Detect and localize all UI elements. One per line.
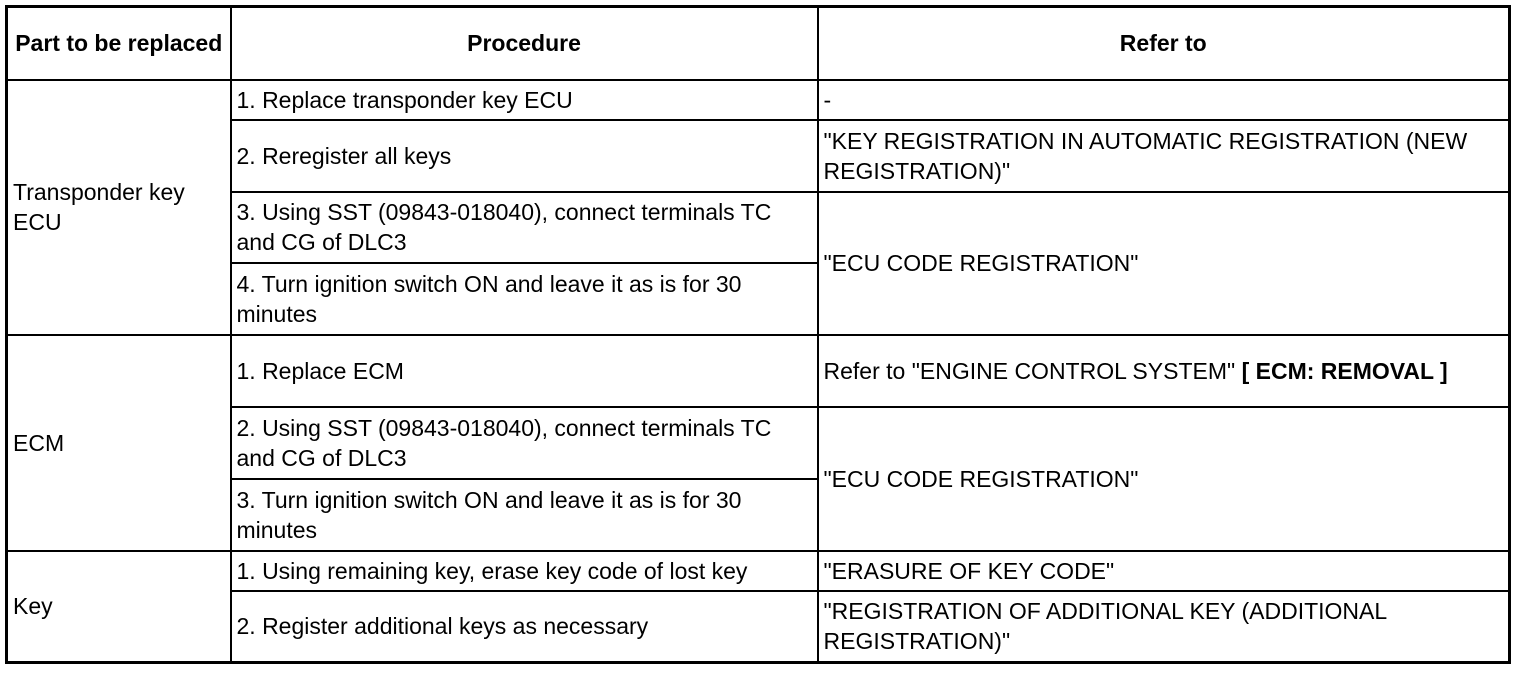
table-row — [7, 591, 1510, 663]
table-row — [7, 407, 1510, 479]
table-row — [7, 192, 1510, 263]
procedure-cell: 1. Using remaining key, erase key code of lost key — [231, 551, 818, 591]
procedure-cell: 4. Turn ignition switch ON and leave it as is for 30 minutes — [231, 263, 818, 335]
replacement-procedure-document — [5, 5, 1511, 664]
procedure-cell: 2. Reregister all keys — [231, 120, 818, 192]
procedure-cell: 3. Turn ignition switch ON and leave it as is for 30 minutes — [231, 479, 818, 551]
ecm-removal-link[interactable]: [ ECM: REMOVAL ] — [1241, 357, 1448, 384]
refer-cell: "ECU CODE REGISTRATION" — [818, 407, 1510, 551]
table-row — [7, 551, 1510, 591]
part-cell-ecm: ECM — [7, 335, 231, 551]
table-row — [7, 120, 1510, 192]
procedure-cell: 2. Register additional keys as necessary — [231, 591, 818, 663]
replacement-procedure-table — [5, 5, 1511, 664]
procedure-cell: 3. Using SST (09843-018040), connect terminals TC and CG of DLC3 — [231, 192, 818, 263]
procedure-cell: 2. Using SST (09843-018040), connect terminals TC and CG of DLC3 — [231, 407, 818, 479]
refer-cell — [818, 335, 1510, 407]
refer-prefix-text: Refer to "ENGINE CONTROL SYSTEM" — [823, 357, 1242, 384]
header-row — [7, 7, 1510, 80]
refer-cell: "KEY REGISTRATION IN AUTOMATIC REGISTRATION (NEW REGISTRATION)" — [818, 120, 1510, 192]
refer-cell: - — [818, 80, 1510, 120]
procedure-cell: 1. Replace ECM — [231, 335, 818, 407]
table-row — [7, 80, 1510, 120]
refer-cell: "ECU CODE REGISTRATION" — [818, 192, 1510, 335]
procedure-cell: 1. Replace transponder key ECU — [231, 80, 818, 120]
table-row — [7, 335, 1510, 407]
header-procedure: Procedure — [231, 7, 818, 80]
refer-cell: "REGISTRATION OF ADDITIONAL KEY (ADDITIONAL REGISTRATION)" — [818, 591, 1510, 663]
part-cell-key: Key — [7, 551, 231, 663]
header-refer-to: Refer to — [818, 7, 1510, 80]
refer-cell: "ERASURE OF KEY CODE" — [818, 551, 1510, 591]
part-cell-transponder-key-ecu: Transponder key ECU — [7, 80, 231, 335]
header-part: Part to be replaced — [7, 7, 231, 80]
